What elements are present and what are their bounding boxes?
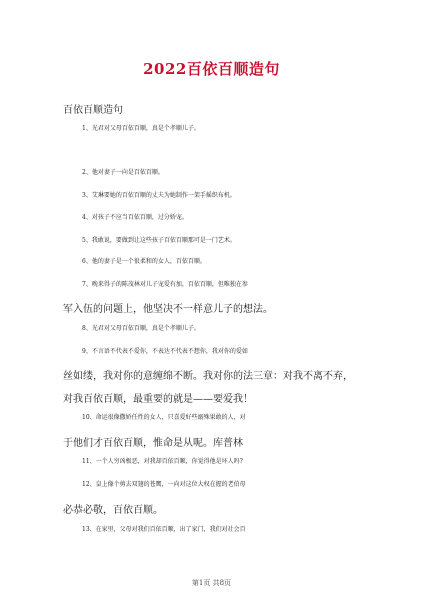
sentence-line: 丝如缕，我对你的意缠绵不断。我对你的法三章：对我不离不弃， bbox=[63, 371, 353, 382]
sentence-line: 于他们才百依百顺，惟命是从呢。库普林 bbox=[63, 438, 243, 449]
sentence-line: 3、艾琳要她的百依百顺的丈夫为她制作一架手摇织布机。 bbox=[82, 192, 236, 199]
sentence-line: 9、不言语不代表不爱你，不表达不代表不想你，我对你的爱如 bbox=[82, 348, 248, 355]
sentence-line: 1、光君对父母百依百顺，真是个孝顺儿子。 bbox=[82, 125, 200, 132]
sentence-line: 13、在家里，父母对我们百依百顺，出了家门，我们对社会百 bbox=[82, 526, 246, 533]
sentence-line: 12、皇上像个剪去双翅的苍鹰，一向对这位大权在握的老伯母 bbox=[82, 481, 246, 488]
sentence-line: 2、他对妻子一向是百依百顺。 bbox=[82, 169, 164, 176]
sentence-line: 军入伍的问题上，他坚决不一样意儿子的想法。 bbox=[63, 304, 273, 315]
sentence-line: 7、晚来得子的陈茂林对儿子宠爱有加，百依百顺，但唯独在参 bbox=[82, 281, 248, 288]
sentence-line: 对我百依百顺，最重要的就是——要爱我！ bbox=[63, 394, 253, 405]
sentence-line: 4、对孩子不应当百依百顺，过分娇宠。 bbox=[82, 214, 188, 221]
page-footer: 第1页 共8页 bbox=[191, 579, 232, 587]
document-title: 2022百依百顺造句 bbox=[143, 60, 280, 78]
sentence-line: 6、他的妻子是一个很柔和的女人，百依百顺。 bbox=[82, 258, 206, 265]
sentence-line: 8、光君对父母百依百顺，真是个孝顺儿子。 bbox=[82, 325, 200, 332]
sentence-line: 必恭必敬，百依百顺。 bbox=[63, 505, 163, 516]
sentence-line: 10、命运很像撒娇任性的女人，只喜爱好些溺殊果敢的人，对 bbox=[82, 414, 246, 421]
sentence-line: 5、我敢说，要做到让这些孩子百依百顺那可是一门艺术。 bbox=[82, 237, 236, 244]
document-subtitle: 百依百顺造句 bbox=[63, 105, 123, 116]
sentence-line: 11、一个人穷凶极恶，对我却百依百顺，你觉得他是坏人吗? bbox=[82, 458, 243, 465]
